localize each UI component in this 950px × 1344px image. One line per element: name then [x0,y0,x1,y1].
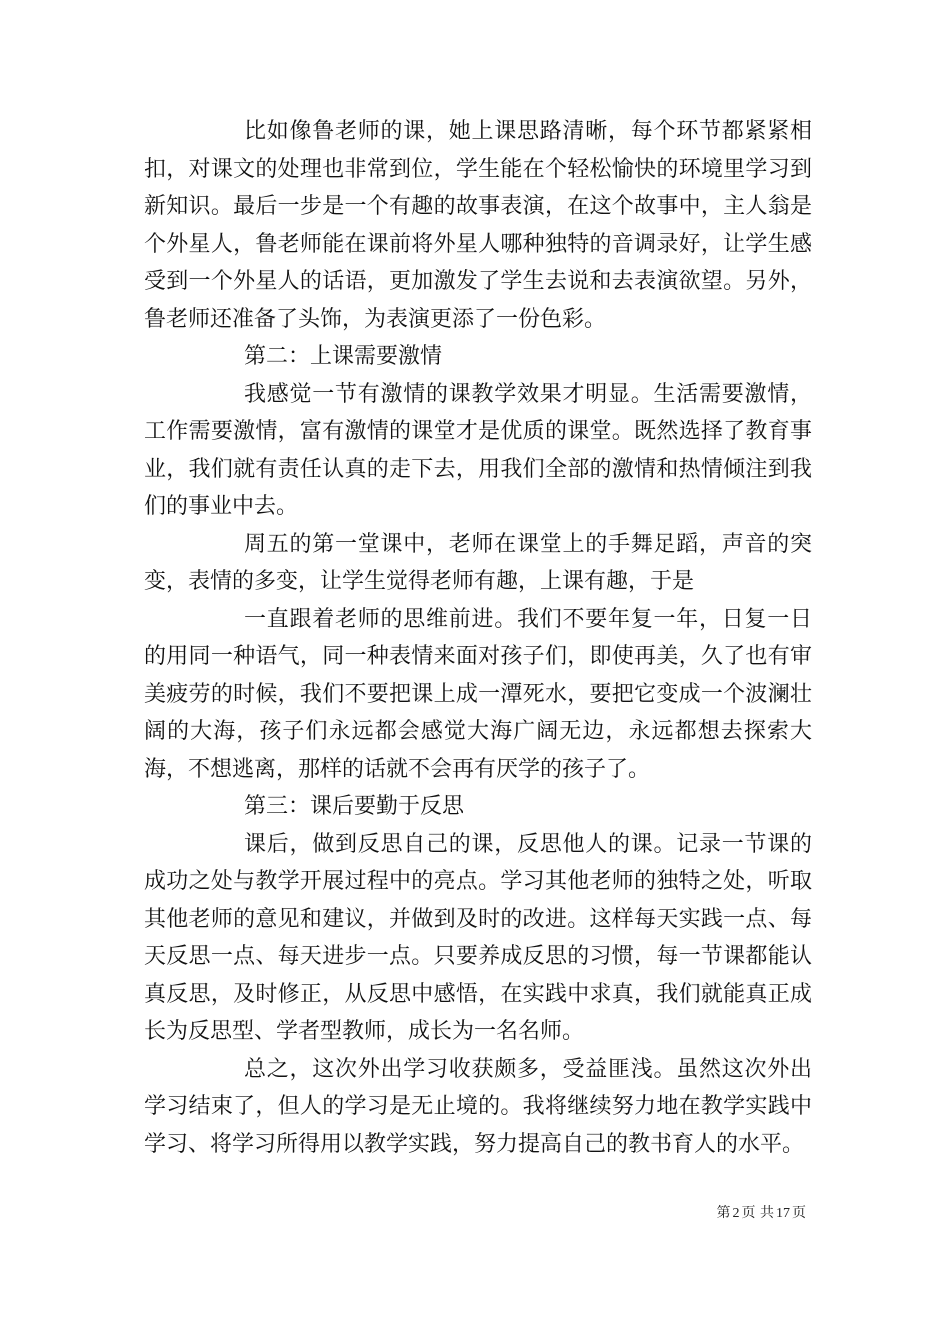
paragraph-follow-teacher: 一直跟着老师的思维前进。我们不要年复一年，日复一日的用同一种语气，同一种表情来面对孩子们，即使再美，久了也有审美疲劳的时候，我们不要把课上成一潭死水，要把它变成一个波澜壮阔的大海，孩子们永远都会感觉大海广阔无边，永远都想去探索大海，不想逃离，那样的话就不会再有厌学的孩子了。 [144,606,812,782]
paragraph-lu-teacher-lesson: 比如像鲁老师的课，她上课思路清晰，每个环节都紧紧相扣，对课文的处理也非常到位，学生能在个轻松愉快的环境里学习到新知识。最后一步是一个有趣的故事表演，在这个故事中，主人翁是个外星人，鲁老师能在课前将外星人哪种独特的音调录好，让学生感受到一个外星人的话语，更加激发了学生去说和去表演欲望。另外，鲁老师还准备了头饰，为表演更添了一份色彩。 [144,119,812,332]
paragraph-friday-lesson: 周五的第一堂课中，老师在课堂上的手舞足蹈，声音的突变，表情的多变，让学生觉得老师有趣，上课有趣，于是 [144,531,812,594]
footer-prefix: 第 [716,1205,731,1221]
page-number-footer [717,1203,806,1224]
footer-total-pages: 17 [776,1206,790,1221]
footer-current-page: 2 [732,1206,740,1221]
section-heading-reflection: 第三：课后要勤于反思 [244,794,465,819]
section-heading-passion: 第二：上课需要激情 [244,344,443,369]
footer-middle: 页 共 [741,1205,774,1221]
footer-suffix: 页 [792,1205,806,1221]
paragraph-passion-effect: 我感觉一节有激情的课教学效果才明显。生活需要激情，工作需要激情，富有激情的课堂才是优质的课堂。既然选择了教育事业，我们就有责任认真的走下去，用我们全部的激情和热情倾注到我们的事业中去。 [144,381,812,519]
paragraph-reflection: 课后，做到反思自己的课，反思他人的课。记录一节课的成功之处与教学开展过程中的亮点。学习其他老师的独特之处，听取其他老师的意见和建议，并做到及时的改进。这样每天实践一点、每天反思一点、每天进步一点。只要养成反思的习惯，每一节课都能认真反思，及时修正，从反思中感悟，在实践中求真，我们就能真正成长为反思型、学者型教师，成长为一名名师。 [144,831,812,1044]
paragraph-conclusion: 总之，这次外出学习收获颇多，受益匪浅。虽然这次外出学习结束了，但人的学习是无止境的。我将继续努力地在教学实践中学习、将学习所得用以教学实践，努力提高自己的教书育人的水平。 [144,1056,812,1157]
document-body [144,113,812,1163]
